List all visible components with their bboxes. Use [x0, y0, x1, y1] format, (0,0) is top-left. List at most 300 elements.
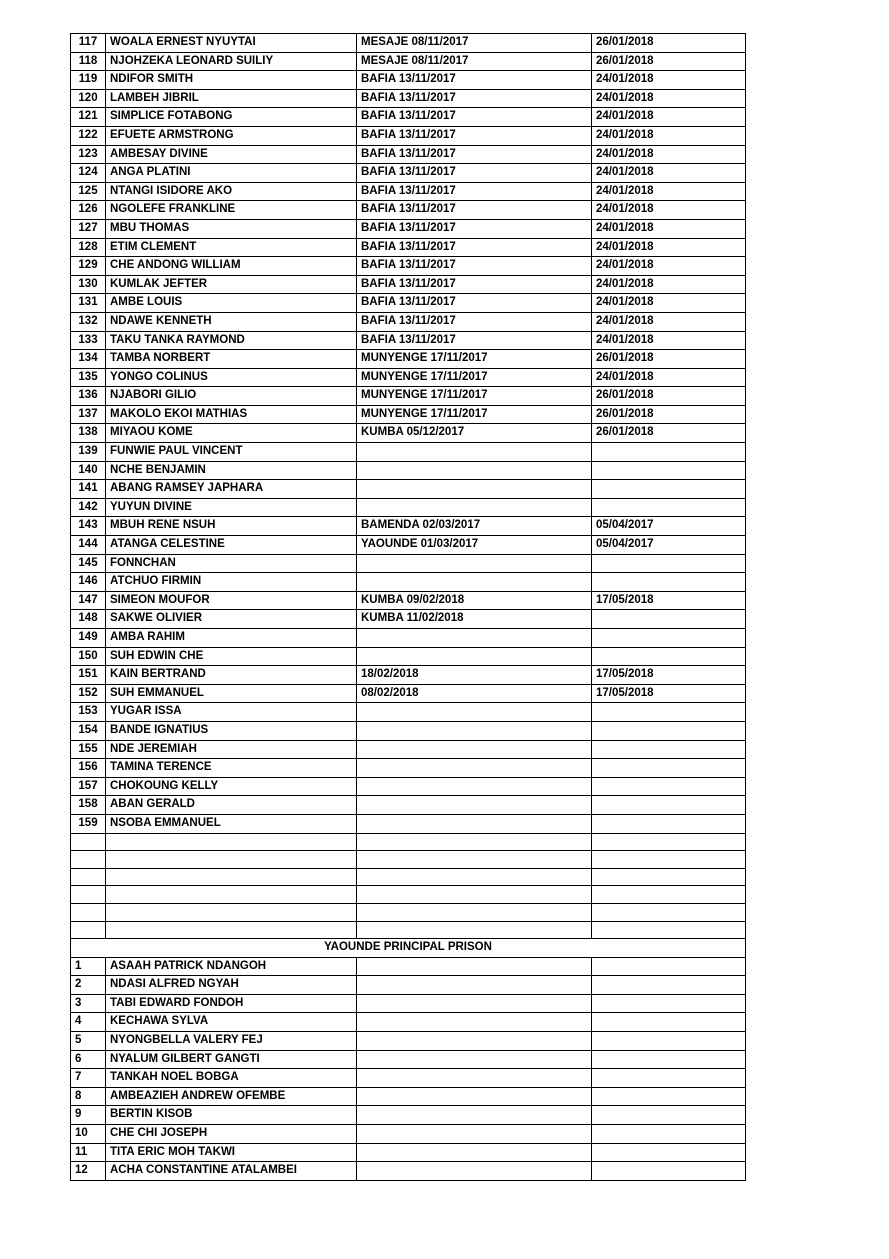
person-name: SIMPLICE FOTABONG — [106, 108, 357, 127]
place-date — [357, 868, 592, 886]
place-date — [357, 1013, 592, 1032]
person-name: MIYAOU KOME — [106, 424, 357, 443]
person-name: TAMINA TERENCE — [106, 759, 357, 778]
release-date — [592, 1087, 746, 1106]
release-date: 24/01/2018 — [592, 145, 746, 164]
table-row — [71, 833, 746, 851]
place-date: MUNYENGE 17/11/2017 — [357, 368, 592, 387]
place-date — [357, 759, 592, 778]
person-name: TABI EDWARD FONDOH — [106, 994, 357, 1013]
row-number: 6 — [71, 1050, 106, 1069]
release-date — [592, 994, 746, 1013]
place-date — [357, 994, 592, 1013]
person-name: NSOBA EMMANUEL — [106, 814, 357, 833]
table-row — [71, 703, 746, 722]
table-row — [71, 957, 746, 976]
place-date: MESAJE 08/11/2017 — [357, 52, 592, 71]
person-name: ASAAH PATRICK NDANGOH — [106, 957, 357, 976]
table-row — [71, 1143, 746, 1162]
row-number: 142 — [71, 498, 106, 517]
release-date — [592, 443, 746, 462]
place-date: KUMBA 11/02/2018 — [357, 610, 592, 629]
place-date: KUMBA 09/02/2018 — [357, 591, 592, 610]
place-date — [357, 1106, 592, 1125]
row-number: 3 — [71, 994, 106, 1013]
place-date: BAFIA 13/11/2017 — [357, 312, 592, 331]
place-date: MUNYENGE 17/11/2017 — [357, 350, 592, 369]
place-date — [357, 554, 592, 573]
release-date — [592, 777, 746, 796]
place-date — [357, 957, 592, 976]
person-name — [106, 903, 357, 921]
table-row — [71, 461, 746, 480]
table-row — [71, 34, 746, 53]
person-name: NGOLEFE FRANKLINE — [106, 201, 357, 220]
table-row — [71, 219, 746, 238]
row-number: 125 — [71, 182, 106, 201]
row-number: 124 — [71, 164, 106, 183]
person-name: SUH EMMANUEL — [106, 684, 357, 703]
person-name: AMBESAY DIVINE — [106, 145, 357, 164]
release-date — [592, 1013, 746, 1032]
row-number — [71, 921, 106, 939]
row-number — [71, 903, 106, 921]
place-date — [357, 921, 592, 939]
place-date — [357, 1069, 592, 1088]
row-number: 1 — [71, 957, 106, 976]
person-name: SAKWE OLIVIER — [106, 610, 357, 629]
row-number — [71, 868, 106, 886]
release-date: 24/01/2018 — [592, 71, 746, 90]
person-name: NJABORI GILIO — [106, 387, 357, 406]
place-date — [357, 573, 592, 592]
row-number: 139 — [71, 443, 106, 462]
table-row — [71, 52, 746, 71]
place-date: BAMENDA 02/03/2017 — [357, 517, 592, 536]
person-name: YUGAR ISSA — [106, 703, 357, 722]
release-date — [592, 976, 746, 995]
row-number: 134 — [71, 350, 106, 369]
table-row — [71, 886, 746, 904]
person-name: NYALUM GILBERT GANGTI — [106, 1050, 357, 1069]
place-date: BAFIA 13/11/2017 — [357, 108, 592, 127]
table-row — [71, 1050, 746, 1069]
place-date: BAFIA 13/11/2017 — [357, 89, 592, 108]
place-date: BAFIA 13/11/2017 — [357, 275, 592, 294]
person-name: NCHE BENJAMIN — [106, 461, 357, 480]
row-number: 154 — [71, 721, 106, 740]
row-number: 152 — [71, 684, 106, 703]
place-date — [357, 777, 592, 796]
person-name: NDE JEREMIAH — [106, 740, 357, 759]
table-row — [71, 331, 746, 350]
row-number: 144 — [71, 536, 106, 555]
release-date: 24/01/2018 — [592, 238, 746, 257]
row-number: 155 — [71, 740, 106, 759]
row-number: 118 — [71, 52, 106, 71]
row-number: 153 — [71, 703, 106, 722]
table-row — [71, 903, 746, 921]
place-date: BAFIA 13/11/2017 — [357, 238, 592, 257]
person-name: TITA ERIC MOH TAKWI — [106, 1143, 357, 1162]
table-row — [71, 71, 746, 90]
person-name: AMBEAZIEH ANDREW OFEMBE — [106, 1087, 357, 1106]
person-name: TAMBA NORBERT — [106, 350, 357, 369]
place-date: BAFIA 13/11/2017 — [357, 219, 592, 238]
row-number: 10 — [71, 1125, 106, 1144]
table-row — [71, 145, 746, 164]
section-title: YAOUNDE PRINCIPAL PRISON — [71, 939, 746, 958]
row-number: 2 — [71, 976, 106, 995]
row-number: 8 — [71, 1087, 106, 1106]
table-row — [71, 573, 746, 592]
place-date: BAFIA 13/11/2017 — [357, 257, 592, 276]
person-name — [106, 833, 357, 851]
release-date: 05/04/2017 — [592, 517, 746, 536]
release-date — [592, 759, 746, 778]
table-row — [71, 312, 746, 331]
place-date — [357, 886, 592, 904]
table-row — [71, 294, 746, 313]
release-date: 26/01/2018 — [592, 34, 746, 53]
place-date: MESAJE 08/11/2017 — [357, 34, 592, 53]
person-name: LAMBEH JIBRIL — [106, 89, 357, 108]
release-date: 26/01/2018 — [592, 424, 746, 443]
place-date — [357, 461, 592, 480]
release-date: 24/01/2018 — [592, 126, 746, 145]
release-date — [592, 1069, 746, 1088]
table-row — [71, 994, 746, 1013]
release-date — [592, 1032, 746, 1051]
table-row — [71, 868, 746, 886]
place-date: BAFIA 13/11/2017 — [357, 71, 592, 90]
row-number: 151 — [71, 666, 106, 685]
release-date: 26/01/2018 — [592, 350, 746, 369]
place-date: BAFIA 13/11/2017 — [357, 145, 592, 164]
row-number: 121 — [71, 108, 106, 127]
person-name: CHE CHI JOSEPH — [106, 1125, 357, 1144]
person-name: MBU THOMAS — [106, 219, 357, 238]
person-name: ANGA PLATINI — [106, 164, 357, 183]
release-date — [592, 886, 746, 904]
row-number: 143 — [71, 517, 106, 536]
table-row — [71, 851, 746, 869]
release-date — [592, 498, 746, 517]
table-row — [71, 976, 746, 995]
table-row — [71, 443, 746, 462]
place-date — [357, 814, 592, 833]
release-date: 24/01/2018 — [592, 294, 746, 313]
place-date: 08/02/2018 — [357, 684, 592, 703]
person-name: EFUETE ARMSTRONG — [106, 126, 357, 145]
table-row — [71, 126, 746, 145]
release-date — [592, 573, 746, 592]
place-date — [357, 903, 592, 921]
person-name — [106, 868, 357, 886]
release-date — [592, 921, 746, 939]
release-date — [592, 1143, 746, 1162]
release-date — [592, 461, 746, 480]
release-date — [592, 796, 746, 815]
release-date — [592, 1050, 746, 1069]
place-date: 18/02/2018 — [357, 666, 592, 685]
release-date — [592, 814, 746, 833]
release-date — [592, 554, 746, 573]
row-number: 123 — [71, 145, 106, 164]
release-date — [592, 1125, 746, 1144]
place-date — [357, 443, 592, 462]
person-name: MBUH RENE NSUH — [106, 517, 357, 536]
row-number: 126 — [71, 201, 106, 220]
release-date — [592, 740, 746, 759]
release-date — [592, 1162, 746, 1181]
place-date — [357, 740, 592, 759]
table-row — [71, 517, 746, 536]
table-row — [71, 275, 746, 294]
row-number: 129 — [71, 257, 106, 276]
place-date: BAFIA 13/11/2017 — [357, 182, 592, 201]
place-date — [357, 1050, 592, 1069]
table-row — [71, 1087, 746, 1106]
row-number: 145 — [71, 554, 106, 573]
release-date — [592, 647, 746, 666]
table-row — [71, 554, 746, 573]
person-name: BANDE IGNATIUS — [106, 721, 357, 740]
person-name: NJOHZEKA LEONARD SUILIY — [106, 52, 357, 71]
row-number: 137 — [71, 405, 106, 424]
place-date: BAFIA 13/11/2017 — [357, 201, 592, 220]
release-date: 24/01/2018 — [592, 219, 746, 238]
table-row — [71, 591, 746, 610]
table-row — [71, 684, 746, 703]
place-date: BAFIA 13/11/2017 — [357, 126, 592, 145]
table-row — [71, 629, 746, 648]
person-name: NDIFOR SMITH — [106, 71, 357, 90]
place-date — [357, 976, 592, 995]
release-date: 24/01/2018 — [592, 182, 746, 201]
release-date: 24/01/2018 — [592, 368, 746, 387]
release-date — [592, 833, 746, 851]
place-date — [357, 796, 592, 815]
place-date: BAFIA 13/11/2017 — [357, 294, 592, 313]
row-number: 130 — [71, 275, 106, 294]
release-date: 17/05/2018 — [592, 684, 746, 703]
place-date — [357, 1032, 592, 1051]
person-name: AMBE LOUIS — [106, 294, 357, 313]
detainee-table — [70, 33, 746, 1181]
place-date: BAFIA 13/11/2017 — [357, 164, 592, 183]
table-row — [71, 647, 746, 666]
table-row — [71, 257, 746, 276]
person-name: NYONGBELLA VALERY FEJ — [106, 1032, 357, 1051]
table-row — [71, 498, 746, 517]
person-name: ATANGA CELESTINE — [106, 536, 357, 555]
row-number: 138 — [71, 424, 106, 443]
release-date: 24/01/2018 — [592, 108, 746, 127]
place-date: MUNYENGE 17/11/2017 — [357, 387, 592, 406]
table-row — [71, 480, 746, 499]
person-name: AMBA RAHIM — [106, 629, 357, 648]
row-number — [71, 851, 106, 869]
release-date: 26/01/2018 — [592, 52, 746, 71]
person-name: ETIM CLEMENT — [106, 238, 357, 257]
table-row — [71, 387, 746, 406]
row-number: 149 — [71, 629, 106, 648]
row-number: 156 — [71, 759, 106, 778]
person-name: NDAWE KENNETH — [106, 312, 357, 331]
table-row — [71, 796, 746, 815]
table-row — [71, 536, 746, 555]
row-number: 120 — [71, 89, 106, 108]
row-number: 133 — [71, 331, 106, 350]
table-row — [71, 1125, 746, 1144]
release-date: 24/01/2018 — [592, 89, 746, 108]
person-name: ATCHUO FIRMIN — [106, 573, 357, 592]
row-number: 148 — [71, 610, 106, 629]
release-date — [592, 480, 746, 499]
row-number: 9 — [71, 1106, 106, 1125]
table-row — [71, 1032, 746, 1051]
row-number: 146 — [71, 573, 106, 592]
person-name: KUMLAK JEFTER — [106, 275, 357, 294]
place-date — [357, 1162, 592, 1181]
place-date — [357, 629, 592, 648]
person-name: YONGO COLINUS — [106, 368, 357, 387]
release-date — [592, 629, 746, 648]
row-number: 158 — [71, 796, 106, 815]
person-name: SUH EDWIN CHE — [106, 647, 357, 666]
row-number: 119 — [71, 71, 106, 90]
person-name: WOALA ERNEST NYUYTAI — [106, 34, 357, 53]
row-number: 7 — [71, 1069, 106, 1088]
row-number: 135 — [71, 368, 106, 387]
release-date — [592, 903, 746, 921]
table-row — [71, 108, 746, 127]
release-date: 26/01/2018 — [592, 405, 746, 424]
person-name: CHOKOUNG KELLY — [106, 777, 357, 796]
place-date — [357, 833, 592, 851]
person-name: TANKAH NOEL BOBGA — [106, 1069, 357, 1088]
release-date: 24/01/2018 — [592, 312, 746, 331]
release-date — [592, 851, 746, 869]
release-date: 24/01/2018 — [592, 257, 746, 276]
row-number — [71, 886, 106, 904]
row-number: 157 — [71, 777, 106, 796]
row-number: 11 — [71, 1143, 106, 1162]
release-date: 24/01/2018 — [592, 164, 746, 183]
release-date: 24/01/2018 — [592, 201, 746, 220]
release-date — [592, 868, 746, 886]
row-number: 159 — [71, 814, 106, 833]
table-row — [71, 666, 746, 685]
row-number: 127 — [71, 219, 106, 238]
table-row — [71, 1162, 746, 1181]
row-number: 122 — [71, 126, 106, 145]
person-name: ACHA CONSTANTINE ATALAMBEI — [106, 1162, 357, 1181]
place-date: KUMBA 05/12/2017 — [357, 424, 592, 443]
release-date — [592, 1106, 746, 1125]
row-number: 132 — [71, 312, 106, 331]
table-row — [71, 740, 746, 759]
table-row — [71, 405, 746, 424]
place-date: BAFIA 13/11/2017 — [357, 331, 592, 350]
person-name: KAIN BERTRAND — [106, 666, 357, 685]
table-row — [71, 424, 746, 443]
section-header-row — [71, 939, 746, 958]
person-name: SIMEON MOUFOR — [106, 591, 357, 610]
place-date — [357, 498, 592, 517]
person-name — [106, 921, 357, 939]
person-name — [106, 851, 357, 869]
row-number: 140 — [71, 461, 106, 480]
release-date — [592, 721, 746, 740]
table-row — [71, 777, 746, 796]
person-name: BERTIN KISOB — [106, 1106, 357, 1125]
row-number: 5 — [71, 1032, 106, 1051]
person-name: MAKOLO EKOI MATHIAS — [106, 405, 357, 424]
table-row — [71, 921, 746, 939]
row-number: 131 — [71, 294, 106, 313]
table-row — [71, 164, 746, 183]
row-number: 128 — [71, 238, 106, 257]
row-number: 12 — [71, 1162, 106, 1181]
table-row — [71, 1013, 746, 1032]
person-name: ABANG RAMSEY JAPHARA — [106, 480, 357, 499]
release-date: 24/01/2018 — [592, 275, 746, 294]
table-row — [71, 182, 746, 201]
place-date — [357, 480, 592, 499]
table-row — [71, 759, 746, 778]
person-name: NDASI ALFRED NGYAH — [106, 976, 357, 995]
person-name — [106, 886, 357, 904]
table-body — [71, 34, 746, 1181]
place-date — [357, 647, 592, 666]
place-date — [357, 1125, 592, 1144]
place-date — [357, 721, 592, 740]
row-number: 141 — [71, 480, 106, 499]
release-date: 05/04/2017 — [592, 536, 746, 555]
table-row — [71, 610, 746, 629]
table-row — [71, 368, 746, 387]
release-date: 26/01/2018 — [592, 387, 746, 406]
person-name: YUYUN DIVINE — [106, 498, 357, 517]
person-name: FUNWIE PAUL VINCENT — [106, 443, 357, 462]
place-date — [357, 1143, 592, 1162]
document-page — [70, 33, 745, 1181]
place-date: YAOUNDE 01/03/2017 — [357, 536, 592, 555]
person-name: TAKU TANKA RAYMOND — [106, 331, 357, 350]
place-date — [357, 851, 592, 869]
place-date: MUNYENGE 17/11/2017 — [357, 405, 592, 424]
row-number: 117 — [71, 34, 106, 53]
release-date: 17/05/2018 — [592, 666, 746, 685]
person-name: FONNCHAN — [106, 554, 357, 573]
release-date — [592, 703, 746, 722]
table-row — [71, 238, 746, 257]
table-row — [71, 201, 746, 220]
table-row — [71, 89, 746, 108]
row-number: 4 — [71, 1013, 106, 1032]
person-name: ABAN GERALD — [106, 796, 357, 815]
row-number: 136 — [71, 387, 106, 406]
table-row — [71, 721, 746, 740]
table-row — [71, 350, 746, 369]
row-number: 150 — [71, 647, 106, 666]
table-row — [71, 814, 746, 833]
person-name: KECHAWA SYLVA — [106, 1013, 357, 1032]
person-name: NTANGI ISIDORE AKO — [106, 182, 357, 201]
place-date — [357, 1087, 592, 1106]
